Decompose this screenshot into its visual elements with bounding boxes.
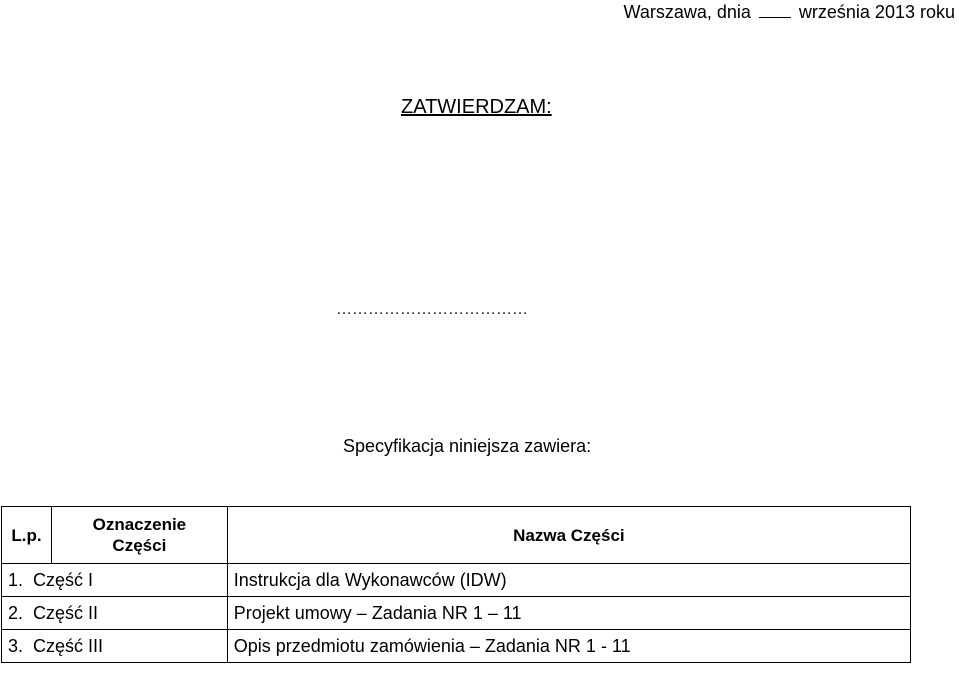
row-lp: 3.	[8, 636, 24, 656]
row-name: Opis przedmiotu zamówienia – Zadania NR 1 - 11	[227, 630, 910, 663]
header-name: Nazwa Części	[227, 507, 910, 564]
row-left-cell	[2, 597, 228, 630]
city-date-prefix: Warszawa, dnia	[623, 2, 751, 22]
row-designation: Część I	[33, 570, 94, 590]
date-line	[624, 2, 955, 23]
header-designation-line2: Części	[112, 536, 167, 555]
approval-label: ZATWIERDZAM:	[401, 96, 552, 118]
signature-dots: ………………………………	[336, 301, 528, 318]
row-lp: 2.	[8, 603, 24, 623]
header-lp: L.p.	[2, 507, 52, 564]
row-lp: 1.	[8, 570, 24, 590]
row-left-cell	[2, 630, 228, 663]
table-row	[2, 564, 911, 597]
row-designation: Część II	[33, 603, 99, 623]
row-left-cell	[2, 564, 228, 597]
date-suffix: września 2013 roku	[798, 2, 955, 22]
table-row	[2, 630, 911, 663]
row-name: Projekt umowy – Zadania NR 1 – 11	[227, 597, 910, 630]
header-designation	[51, 507, 227, 564]
table-header-row	[2, 507, 911, 564]
row-designation: Część III	[33, 636, 104, 656]
header-designation-line1: Oznaczenie	[92, 515, 187, 534]
table-row	[2, 597, 911, 630]
day-blank	[759, 3, 791, 18]
row-name: Instrukcja dla Wykonawców (IDW)	[227, 564, 910, 597]
parts-table	[1, 506, 911, 663]
specification-intro: Specyfikacja niniejsza zawiera:	[343, 436, 592, 456]
